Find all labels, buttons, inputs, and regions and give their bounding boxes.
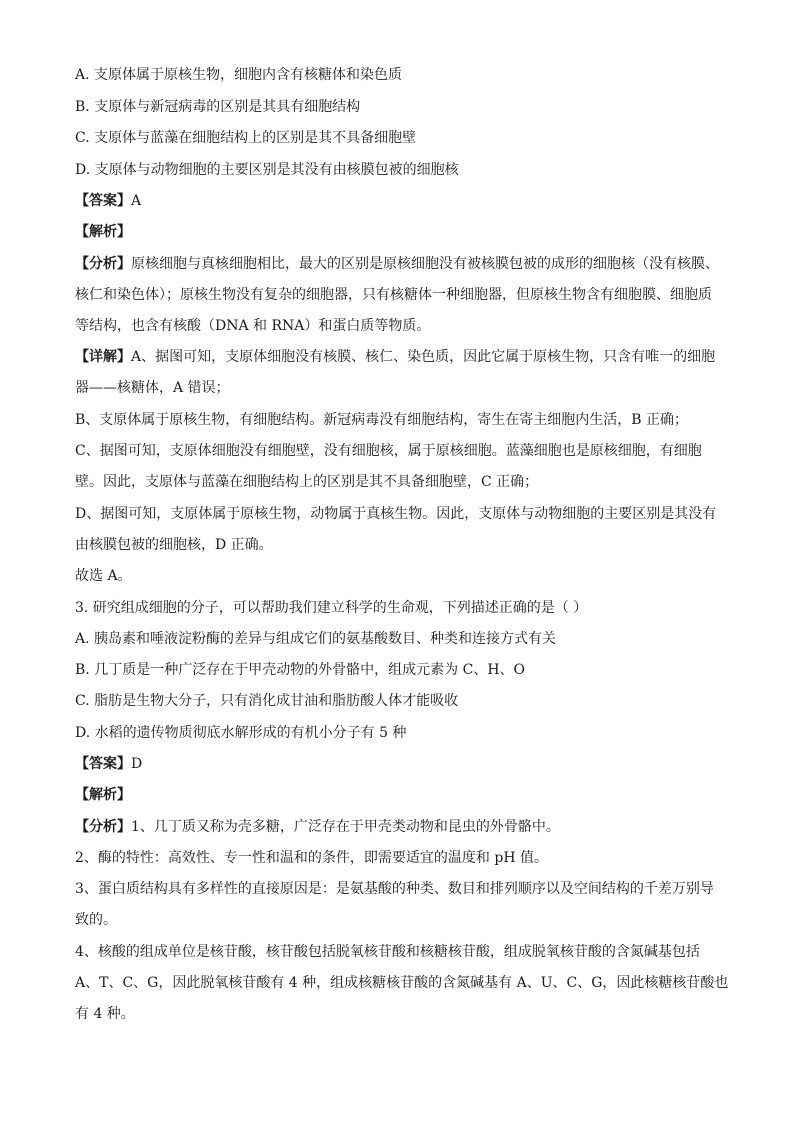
analysis-tag: 【解析】	[75, 224, 131, 240]
q2-xiangjie-line-7: 由核膜包被的细胞核，D 正确。	[75, 537, 273, 553]
q2-xiangjie-line-6: D、据图可知，支原体属于原核生物，动物属于真核生物。因此，支原体与动物细胞的主要区别是其没有	[75, 506, 717, 522]
q3-stem: 3. 研究组成细胞的分子，可以帮助我们建立科学的生命观，下列描述正确的是（ ）	[75, 600, 588, 616]
q3-option-b: B. 几丁质是一种广泛存在于甲壳动物的外骨骼中，组成元素为 C、H、O	[75, 662, 526, 678]
q2-xiangjie-line-1	[75, 347, 735, 367]
q2-option-d: D. 支原体与动物细胞的主要区别是其没有由核膜包被的细胞核	[75, 162, 459, 178]
fenxi-text: 原核细胞与真核细胞相比，最大的区别是原核细胞没有被核膜包被的成形的细胞核（没有核膜、	[131, 256, 719, 272]
fenxi-tag: 【分析】	[75, 819, 131, 835]
q3-option-d: D. 水稻的遗传物质彻底水解形成的有机小分子有 5 种	[75, 725, 407, 741]
q3-fenxi-line-2: 2、酶的特性：高效性、专一性和温和的条件，即需要适宜的温度和 pH 值。	[75, 850, 548, 866]
q2-option-b: B. 支原体与新冠病毒的区别是其具有细胞结构	[75, 99, 361, 115]
fenxi-text: 1、几丁质又称为壳多糖，广泛存在于甲壳类动物和昆虫的外骨骼中。	[131, 819, 560, 835]
q3-analysis-heading	[75, 785, 735, 805]
answer-tag: 【答案】	[75, 756, 131, 772]
q2-option-a: A. 支原体属于原核生物，细胞内含有核糖体和染色质	[75, 67, 403, 83]
answer-value: D	[131, 756, 143, 772]
xiangjie-tag: 【详解】	[75, 349, 131, 365]
q3-fenxi-line-7: 有 4 种。	[75, 1006, 135, 1022]
answer-value: A	[131, 193, 142, 209]
q2-fenxi-line-2: 核仁和染色体）；原核生物没有复杂的细胞器，只有核糖体一种细胞器，但原核生物含有细胞膜、细胞质	[75, 287, 712, 303]
q2-answer	[75, 191, 735, 211]
q3-fenxi-line-5: 4、核酸的组成单位是核苷酸，核苷酸包括脱氧核苷酸和核糖核苷酸，组成脱氧核苷酸的含氮碱基包括	[75, 944, 700, 960]
q3-answer	[75, 754, 735, 774]
q2-analysis-heading	[75, 222, 735, 242]
q2-fenxi-line-3: 等结构，也含有核酸（DNA 和 RNA）和蛋白质等物质。	[75, 318, 431, 334]
fenxi-tag: 【分析】	[75, 256, 131, 272]
q2-fenxi-line-1	[75, 254, 735, 274]
analysis-tag: 【解析】	[75, 787, 131, 803]
q3-fenxi-line-3: 3、蛋白质结构具有多样性的直接原因是：是氨基酸的种类、数目和排列顺序以及空间结构的千差万别导	[75, 881, 714, 897]
q3-fenxi-line-1	[75, 817, 735, 837]
q2-xiangjie-line-2: 器——核糖体，A 错误；	[75, 380, 230, 396]
q2-conclusion: 故选 A。	[75, 568, 132, 584]
answer-tag: 【答案】	[75, 193, 131, 209]
q2-option-c: C. 支原体与蓝藻在细胞结构上的区别是其不具备细胞壁	[75, 130, 417, 146]
q2-xiangjie-line-3: B、支原体属于原核生物，有细胞结构。新冠病毒没有细胞结构，寄生在寄主细胞内生活，B 正确；	[75, 412, 689, 428]
xiangjie-text: A、据图可知，支原体细胞没有核膜、核仁、染色质，因此它属于原核生物，只含有唯一的细胞	[131, 349, 716, 365]
q3-option-c: C. 脂肪是生物大分子，只有消化成甘油和脂肪酸人体才能吸收	[75, 693, 459, 709]
q2-xiangjie-line-4: C、据图可知，支原体细胞没有细胞壁，没有细胞核，属于原核细胞。蓝藻细胞也是原核细胞，有细胞	[75, 443, 702, 459]
q2-xiangjie-line-5: 壁。因此，支原体与蓝藻在细胞结构上的区别是其不具备细胞壁，C 正确；	[75, 474, 539, 490]
q3-fenxi-line-4: 致的。	[75, 912, 117, 928]
q3-option-a: A. 胰岛素和唾液淀粉酶的差异与组成它们的氨基酸数目、种类和连接方式有关	[75, 631, 557, 647]
q3-fenxi-line-6: A、T、C、G，因此脱氧核苷酸有 4 种，组成核糖核苷酸的含氮碱基有 A、U、C、G，因此核糖核苷酸也	[75, 975, 729, 991]
